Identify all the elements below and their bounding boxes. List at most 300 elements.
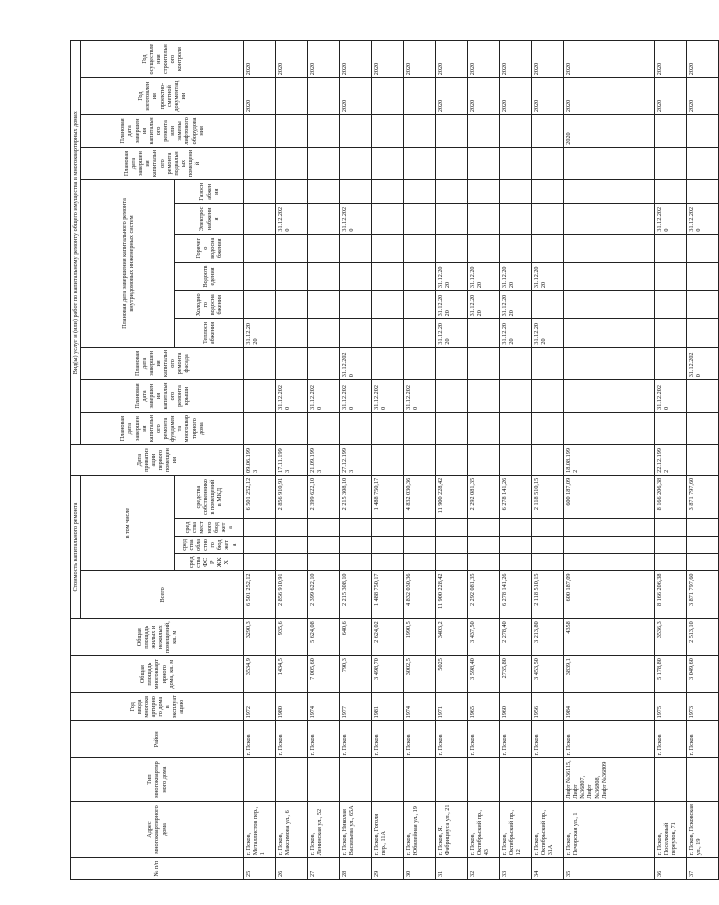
header-heat: Теплоснабжения [175,319,244,347]
cell-gas [308,180,340,204]
cell-address: г. Псков, Металлистов пер., 1 [244,801,276,858]
cell-priv: 27.12.1993 [340,445,372,475]
cell-area: 3 598,40 [468,656,500,693]
cell-basement [655,147,687,180]
cell-type [687,758,719,801]
cell-roof [244,380,276,413]
cell-control: 2020 [372,41,404,78]
cell-basement [308,147,340,180]
cell-mkd [687,412,719,445]
cell-owners: 3 871 797,60 [687,475,719,519]
header-fsr: средства ФСР ЖКХ [175,554,244,571]
cell-owners: 4 832 030,36 [404,475,436,519]
header-cost-group: Стоимость капитального ремонта [71,475,81,618]
cell-area: 3 049,60 [687,656,719,693]
cell-facade [308,347,340,380]
cell-total: 600 187,09 [564,571,655,619]
cell-year: 1980 [276,693,308,721]
cell-district: г. Псков [436,721,468,758]
header-address: Адрес многоквартирного дома [71,801,244,858]
cell-gas [244,180,276,204]
cell-elevator [308,115,340,148]
cell-living: 5 624,08 [308,619,340,656]
cell-district: г. Псков [532,721,564,758]
cell-priv [436,445,468,475]
cell-owners: 2 399 622,10 [308,475,340,519]
cell-type [468,758,500,801]
cell-hot [372,234,404,262]
cell-design: 2020 [468,78,500,115]
cell-local [500,519,532,536]
cell-regional [687,536,719,553]
cell-regional [244,536,276,553]
cell-local [244,519,276,536]
cell-living: 3 437,50 [468,619,500,656]
cell-basement [468,147,500,180]
cell-area: 3002,5 [404,656,436,693]
cell-owners: 2 118 510,15 [532,475,564,519]
cell-design [276,78,308,115]
cell-fsr [500,554,532,571]
cell-total: 8 166 206,38 [655,571,687,619]
cell-fsr [404,554,436,571]
cell-basement [687,147,719,180]
table-row [500,41,532,880]
cell-address: г. Псков, Юбилейная ул., 19 [404,801,436,858]
cell-basement [276,147,308,180]
cell-mkd [340,412,372,445]
cell-hot [436,234,468,262]
cell-address: г. Псков, Октябрьский пр., 31А [532,801,564,858]
cell-drain [655,262,687,290]
cell-elevator [244,115,276,148]
cell-regional [276,536,308,553]
cell-cold [687,291,719,319]
cell-drain [404,262,436,290]
cell-owners: 8 166 206,38 [655,475,687,519]
table-row [276,41,308,880]
cell-hot [564,234,655,262]
cell-regional [564,536,655,553]
header-end-roof: Плановая дата завершения капитального ремонта крыши [81,380,244,413]
cell-facade [372,347,404,380]
cell-basement [532,147,564,180]
cell-cold [404,291,436,319]
header-elevator: Плановая дата завершения капитального ремонта или замены лифтового оборудования [81,115,244,148]
table-row [468,41,500,880]
cell-design: 2020 [655,78,687,115]
cell-living: 640,6 [340,619,372,656]
cell-basement [372,147,404,180]
cell-roof: 31.12.2020 [340,380,372,413]
cell-area: 5025 [436,656,468,693]
cell-gas [372,180,404,204]
header-privatization: Дата приватизации первого помещения [71,445,244,475]
header-district: Район [71,721,244,758]
capital-repair-table [70,40,719,880]
cell-address: г. Псков, Гоголя пер., 11А [372,801,404,858]
cell-district: г. Псков [340,721,372,758]
cell-hot [655,234,687,262]
cell-facade [532,347,564,380]
cell-regional [340,536,372,553]
cell-year: 1974 [404,693,436,721]
cell-gas [655,180,687,204]
table-row [308,41,340,880]
cell-no: 27 [308,858,340,880]
cell-year: 1971 [436,693,468,721]
cell-type [308,758,340,801]
header-hot-water: Горячего водоснабжения [175,234,244,262]
cell-mkd [404,412,436,445]
cell-area: 1434,5 [276,656,308,693]
cell-no: 25 [244,858,276,880]
cell-mkd [244,412,276,445]
cell-mkd [500,412,532,445]
cell-owners: 6 278 141,26 [500,475,532,519]
cell-cold: 31.12.2020 [436,291,468,319]
cell-control: 2020 [276,41,308,78]
cell-district: г. Псков [468,721,500,758]
cell-type [276,758,308,801]
cell-address: г. Псков, Октябрьский пр., 12 [500,801,532,858]
cell-drain [244,262,276,290]
cell-no: 36 [655,858,687,880]
cell-year: 1984 [564,693,655,721]
cell-type [532,758,564,801]
cell-area: 3534,9 [244,656,276,693]
cell-facade [244,347,276,380]
cell-district: г. Псков [564,721,655,758]
cell-roof [500,380,532,413]
cell-design: 2020 [564,78,655,115]
cell-basement [500,147,532,180]
cell-roof [687,380,719,413]
cell-elec [532,204,564,234]
cell-basement [404,147,436,180]
cell-fsr [340,554,372,571]
cell-design [308,78,340,115]
cell-address: г. Псков, Октябрьский пр., 43 [468,801,500,858]
cell-total: 1 488 750,17 [372,571,404,619]
cell-facade: 31.12.2020 [340,347,372,380]
cell-drain [687,262,719,290]
cell-living: 3403,2 [436,619,468,656]
cell-no: 29 [372,858,404,880]
cell-elec [308,204,340,234]
header-basement: Плановая дата завершения капитального ремонта подвальных помещений [81,147,244,180]
cell-priv [532,445,564,475]
cell-living: 935,6 [276,619,308,656]
cell-heat: 31.12.2020 [532,319,564,347]
cell-area: 7 005,60 [308,656,340,693]
cell-owners: 6 501 252,12 [244,475,276,519]
table-row [532,41,564,880]
cell-year: 1956 [532,693,564,721]
cell-living: 3290,3 [244,619,276,656]
cell-total: 2 856 910,91 [276,571,308,619]
cell-area: 790,3 [340,656,372,693]
cell-priv: 21.09.1993 [308,445,340,475]
cell-gas [687,180,719,204]
cell-district: г. Псков [372,721,404,758]
cell-roof: 31.12.2020 [372,380,404,413]
cell-facade [500,347,532,380]
cell-no: 28 [340,858,372,880]
cell-hot [687,234,719,262]
cell-elec [372,204,404,234]
cell-type [372,758,404,801]
cell-fsr [244,554,276,571]
cell-elevator [532,115,564,148]
cell-elec [244,204,276,234]
cell-no: 34 [532,858,564,880]
cell-year: 1974 [308,693,340,721]
cell-facade [436,347,468,380]
cell-elevator [655,115,687,148]
header-owners: средства собственников помещений в МКД [175,475,244,519]
cell-cold [244,291,276,319]
cell-living: 2 278,40 [500,619,532,656]
cell-heat [340,319,372,347]
header-end-foundation: Плановая дата завершения капитального ремонта фундамента многоквартирного дома [81,412,244,445]
cell-total: 2 118 510,15 [532,571,564,619]
cell-priv: 09.06.1993 [244,445,276,475]
cell-roof: 31.12.2020 [308,380,340,413]
cell-regional [500,536,532,553]
cell-year: 1972 [244,693,276,721]
cell-cold [372,291,404,319]
cell-hot [244,234,276,262]
cell-gas [564,180,655,204]
cell-local [276,519,308,536]
cell-gas [468,180,500,204]
cell-elec [500,204,532,234]
cell-roof [436,380,468,413]
cell-control: 2020 [564,41,655,78]
cell-address: г. Псков, Я. Фабрициуса ул., 21 [436,801,468,858]
header-end-facade: Плановая дата завершения капитального ремонта фасада [81,347,244,380]
header-total-area: Общая площадь многоквартирного дома, кв. м [71,656,244,693]
cell-design: 2020 [687,78,719,115]
cell-priv [500,445,532,475]
cell-type [500,758,532,801]
header-total: Всего [81,571,244,619]
table-row [436,41,468,880]
cell-cold [655,291,687,319]
header-living-area: Общая площадь жилых и нежилых помещений, кв. м [71,619,244,656]
cell-heat [308,319,340,347]
cell-elec [404,204,436,234]
cell-design: 2020 [340,78,372,115]
cell-type [436,758,468,801]
cell-hot [308,234,340,262]
header-year: Год ввода многоквартирного дома в эксплуатацию [71,693,244,721]
header-systems-group: Плановая дата завершения капитального ремонта внутридомовых инженерных систем [81,180,175,347]
cell-cold [340,291,372,319]
cell-fsr [372,554,404,571]
cell-cold: 31.12.2020 [468,291,500,319]
cell-facade: 31.12.2020 [687,347,719,380]
cell-control: 2020 [436,41,468,78]
cell-local [436,519,468,536]
cell-local [404,519,436,536]
cell-elec: 31.12.2020 [655,204,687,234]
cell-area: 3 498,70 [372,656,404,693]
header-cold-water: Холодного водоснабжения [175,291,244,319]
cell-address: г. Псков, Псковская ул., 19 [687,801,719,858]
header-control-year: Год осуществления строительного контроля [81,41,244,78]
cell-type [655,758,687,801]
cell-mkd [276,412,308,445]
header-type: Тип многоквартирного дома [71,758,244,801]
cell-area: 5 178,80 [655,656,687,693]
cell-control: 2020 [244,41,276,78]
cell-elec: 31.12.2020 [340,204,372,234]
cell-fsr [687,554,719,571]
cell-area: 2735,80 [500,656,532,693]
cell-heat: 31.12.2020 [436,319,468,347]
cell-facade [404,347,436,380]
cell-no: 37 [687,858,719,880]
cell-local [564,519,655,536]
cell-mkd [372,412,404,445]
cell-local [340,519,372,536]
cell-cold: 31.12.2020 [500,291,532,319]
cell-roof [532,380,564,413]
cell-elec: 31.12.2020 [687,204,719,234]
cell-elec [468,204,500,234]
cell-owners: 1 488 750,17 [372,475,404,519]
cell-basement [564,147,655,180]
cell-heat [564,319,655,347]
cell-total: 6 278 141,26 [500,571,532,619]
cell-regional [468,536,500,553]
cell-fsr [308,554,340,571]
cell-facade [655,347,687,380]
cell-total: 6 501 252,12 [244,571,276,619]
cell-address: г. Псков, Ленинская ул., 52 [308,801,340,858]
cell-mkd [468,412,500,445]
table-row [564,41,655,880]
cell-total: 4 832 030,36 [404,571,436,619]
cell-priv [404,445,436,475]
cell-heat: 31.12.2020 [244,319,276,347]
cell-district: г. Псков [687,721,719,758]
cell-facade [276,347,308,380]
cell-heat [468,319,500,347]
cell-regional [372,536,404,553]
cell-gas [500,180,532,204]
cell-design: 2020 [244,78,276,115]
cell-year: 1965 [468,693,500,721]
cell-hot [532,234,564,262]
cell-mkd [564,412,655,445]
header-regional: средства областного бюджета [175,536,244,553]
cell-cold [308,291,340,319]
cell-mkd [532,412,564,445]
cell-type [404,758,436,801]
cell-cold [532,291,564,319]
cell-total: 11 900 228,42 [436,571,468,619]
cell-local [468,519,500,536]
cell-district: г. Псков [404,721,436,758]
cell-elevator [436,115,468,148]
cell-fsr [532,554,564,571]
cell-local [372,519,404,536]
cell-living: 2 624,02 [372,619,404,656]
cell-drain: 31.12.2020 [532,262,564,290]
header-no: № п/п [71,858,244,880]
cell-hot [468,234,500,262]
cell-mkd [655,412,687,445]
cell-heat [372,319,404,347]
cell-elec [436,204,468,234]
cell-drain [308,262,340,290]
table-row [655,41,687,880]
cell-total: 3 871 797,60 [687,571,719,619]
cell-elevator [500,115,532,148]
cell-living: 3536,3 [655,619,687,656]
cell-owners: 2 292 081,35 [468,475,500,519]
cell-no: 33 [500,858,532,880]
cell-drain: 31.12.2020 [436,262,468,290]
header-design-year: Год изготовления проектно-сметной документации [81,78,244,115]
cell-address: г. Псков, Печорская ул., 1 [564,801,655,858]
cell-control: 2020 [468,41,500,78]
cell-control: 2020 [404,41,436,78]
cell-owners: 600 187,09 [564,475,655,519]
cell-drain [564,262,655,290]
cell-priv: 22.12.1992 [655,445,687,475]
cell-living: 4358 [564,619,655,656]
table-row [372,41,404,880]
cell-cold [564,291,655,319]
cell-district: г. Псков [308,721,340,758]
cell-gas [340,180,372,204]
cell-local [308,519,340,536]
cell-drain [340,262,372,290]
cell-year: 1960 [500,693,532,721]
cell-drain: 31.12.2020 [468,262,500,290]
cell-hot [500,234,532,262]
cell-priv [372,445,404,475]
cell-fsr [564,554,655,571]
cell-basement [340,147,372,180]
cell-living: 3 213,80 [532,619,564,656]
cell-heat: 31.12.2020 [500,319,532,347]
cell-area: 3 453,50 [532,656,564,693]
cell-priv [687,445,719,475]
table-body [244,41,719,880]
cell-priv: 17.11.1993 [276,445,308,475]
cell-basement [436,147,468,180]
cell-no: 35 [564,858,655,880]
cell-fsr [655,554,687,571]
cell-facade [564,347,655,380]
cell-fsr [468,554,500,571]
cell-control: 2020 [308,41,340,78]
cell-heat [404,319,436,347]
cell-local [655,519,687,536]
cell-drain [372,262,404,290]
cell-regional [532,536,564,553]
cell-area: 3839,1 [564,656,655,693]
header-drain: Водоотведения [175,262,244,290]
cell-total: 2 215 308,10 [340,571,372,619]
cell-no: 30 [404,858,436,880]
cell-roof: 31.12.2020 [655,380,687,413]
